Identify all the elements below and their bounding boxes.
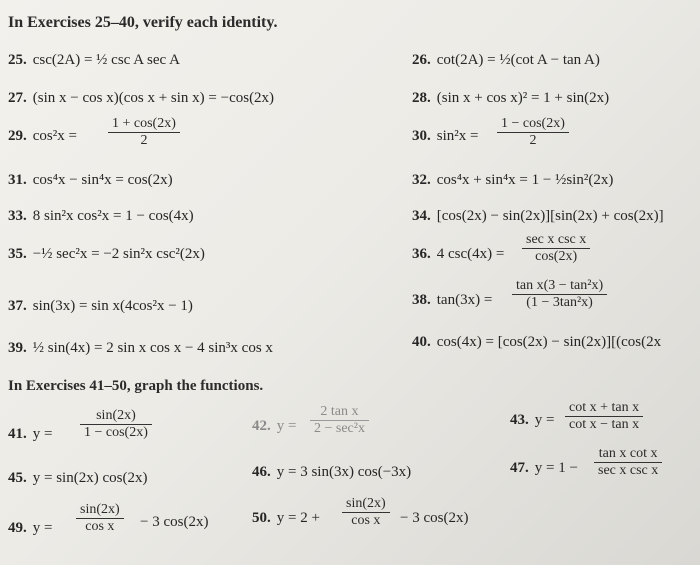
exercise-49 [8,520,52,537]
exercise-number: 36. [412,246,431,262]
exercise-36-fraction [522,232,590,265]
numerator: tan x cot x [594,446,662,463]
exercise-46 [252,464,411,481]
exercise-47 [510,460,578,477]
numerator: tan x(3 − tan²x) [512,278,607,295]
exercise-number: 30. [412,128,431,144]
exercise-number: 32. [412,172,431,188]
exercise-26 [412,52,600,69]
exercise-number: 26. [412,52,431,68]
numerator: 2 tan x [310,404,369,421]
exercise-number: 45. [8,470,27,486]
exercise-lhs: tan(3x) = [436,292,493,308]
exercise-expression: −½ sec²x = −2 sin²x csc²(2x) [32,246,205,262]
exercise-49-fraction [76,502,124,535]
exercise-expression: ½ sin(4x) = 2 sin x cos x − 4 sin³x cos x [32,340,273,356]
exercise-number: 50. [252,510,271,526]
exercise-lhs: y = 1 − [534,460,578,476]
exercise-expression: 8 sin²x cos²x = 1 − cos(4x) [32,208,194,224]
exercise-expression: y = 3 sin(3x) cos(−3x) [276,464,412,480]
exercise-number: 39. [8,340,27,356]
exercise-number: 43. [510,412,529,428]
exercise-39 [8,340,273,357]
exercise-lhs: y = [32,520,53,536]
numerator: sin(2x) [342,496,390,513]
section-heading-identities: In Exercises 25–40, verify each identity. [8,14,278,31]
exercise-35 [8,246,205,263]
exercise-36 [412,246,504,263]
exercise-number: 35. [8,246,27,262]
exercise-33 [8,208,194,225]
exercise-expression: cot(2A) = ½(cot A − tan A) [436,52,600,68]
exercise-number: 25. [8,52,27,68]
exercise-expression: sin(3x) = sin x(4cos²x − 1) [32,298,193,314]
exercise-41-fraction [80,408,152,441]
section-heading-graphs: In Exercises 41–50, graph the functions. [8,378,264,394]
exercise-number: 49. [8,520,27,536]
numerator: 1 − cos(2x) [497,116,569,133]
denominator: cos(2x) [535,249,578,264]
exercise-lhs: sin²x = [436,128,479,144]
denominator: (1 − 3tan²x) [526,295,593,310]
denominator: 2 − sec²x [314,421,365,436]
numerator: sin(2x) [80,408,152,425]
exercise-expression: csc(2A) = ½ csc A sec A [32,52,180,68]
exercise-27 [8,90,274,107]
exercise-50-tail: − 3 cos(2x) [400,510,469,526]
exercise-50-fraction [342,496,390,529]
exercise-29 [8,128,77,145]
denominator: cot x − tan x [569,417,640,432]
exercise-28 [412,90,609,107]
exercise-lhs: y = [32,426,53,442]
denominator: 2 [529,133,537,148]
numerator: sec x csc x [522,232,590,249]
exercise-43 [510,412,554,429]
exercise-number: 27. [8,90,27,106]
exercise-number: 31. [8,172,27,188]
exercise-38 [412,292,492,309]
exercise-expression: cos⁴x + sin⁴x = 1 − ½sin²(2x) [436,172,614,188]
exercise-number: 29. [8,128,27,144]
exercise-lhs: y = [276,418,297,434]
exercise-32 [412,172,613,189]
numerator: cot x + tan x [565,400,643,417]
exercise-47-fraction [594,446,662,479]
exercise-38-fraction [512,278,607,311]
exercise-40 [412,334,661,351]
numerator: 1 + cos(2x) [108,116,180,133]
denominator: cos x [85,519,115,534]
exercise-number: 34. [412,208,431,224]
exercise-34 [412,208,664,225]
exercise-expression: (sin x + cos x)² = 1 + sin(2x) [436,90,610,106]
exercise-25 [8,52,180,69]
exercise-number: 37. [8,298,27,314]
denominator: sec x csc x [598,463,659,478]
exercise-lhs: y = [534,412,555,428]
exercise-expression: y = sin(2x) cos(2x) [32,470,148,486]
denominator: cos x [351,513,381,528]
exercise-number: 42. [252,418,271,434]
exercise-number: 38. [412,292,431,308]
numerator: sin(2x) [76,502,124,519]
exercise-expression: [cos(2x) − sin(2x)][sin(2x) + cos(2x)] [436,208,664,224]
exercise-41 [8,426,52,443]
exercise-29-fraction [108,116,180,149]
exercise-49-tail: − 3 cos(2x) [140,514,209,530]
exercise-number: 40. [412,334,431,350]
denominator: 1 − cos(2x) [84,425,148,440]
exercise-42-fraction [310,404,369,437]
exercise-30 [412,128,478,145]
exercise-37 [8,298,193,315]
exercise-number: 41. [8,426,27,442]
exercise-expression: (sin x − cos x)(cos x + sin x) = −cos(2x) [32,90,275,106]
exercise-lhs: 4 csc(4x) = [436,246,505,262]
exercise-43-fraction [565,400,643,433]
exercise-number: 46. [252,464,271,480]
exercise-31 [8,172,173,189]
exercise-lhs: cos²x = [32,128,77,144]
denominator: 2 [140,133,148,148]
exercise-expression: cos(4x) = [cos(2x) − sin(2x)][(cos(2x [436,334,662,350]
exercise-lhs: y = 2 + [276,510,320,526]
exercise-expression: cos⁴x − sin⁴x = cos(2x) [32,172,173,188]
exercise-number: 47. [510,460,529,476]
exercise-30-fraction [497,116,569,149]
exercise-50 [252,510,320,527]
exercise-45 [8,470,147,487]
exercise-number: 33. [8,208,27,224]
exercise-42 [252,418,296,435]
exercise-number: 28. [412,90,431,106]
